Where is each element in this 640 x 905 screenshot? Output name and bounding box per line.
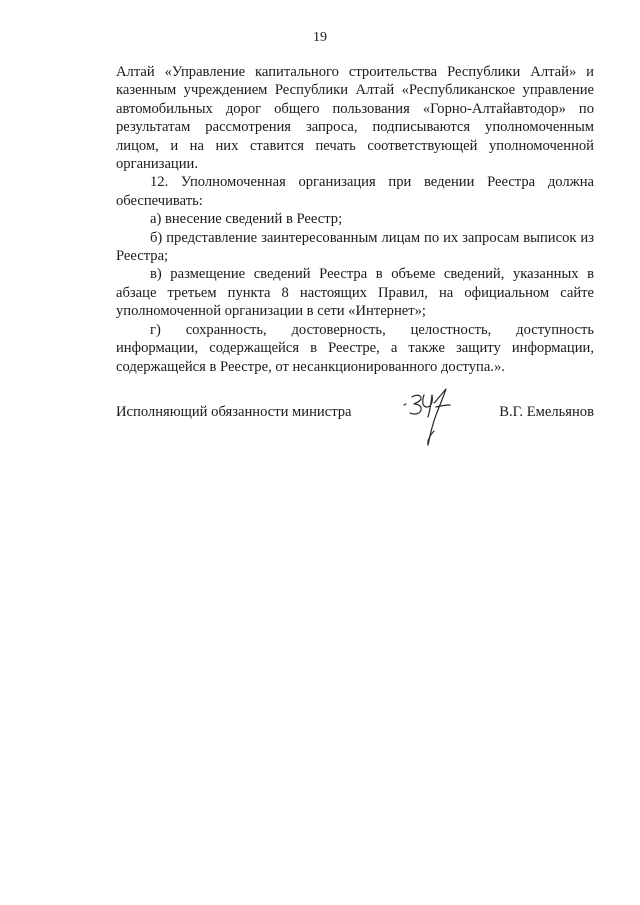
paragraph-subitem-v: в) размещение сведений Реестра в объеме сведений, указанных в абзаце третьем пункта 8 настоящих Правил, на официальном сайте уполномоченной организации в сети «Интернет»; [116, 266, 594, 320]
signature-block [116, 403, 594, 473]
paragraph-continuation: Алтай «Управление капитального строительства Республики Алтай» и казенным учреждением Республики Алтай «Республиканское управление автомобильных дорог общего пользования «Горно-Алтайавтодор» по результатам рассмотрения запроса, подписываются уполномоченным лицом, и на них ставится печать соответствующей уполномоченной организации. [116, 64, 594, 173]
document-body [116, 63, 594, 376]
handwritten-signature-icon [400, 385, 460, 465]
signatory-name: В.Г. Емельянов [499, 404, 594, 420]
paragraph-subitem-b: б) представление заинтересованным лицам по их запросам выписок из Реестра; [116, 229, 594, 265]
paragraph-item-12: 12. Уполномоченная организация при ведении Реестра должна обеспечивать: [116, 174, 594, 209]
page-number: 19 [313, 30, 327, 45]
paragraph-subitem-g: г) сохранность, достоверность, целостность, доступность информации, содержащейся в Реестре, а также защиту информации, содержащейся в Реестре, от несанкционированного доступа.». [116, 321, 594, 375]
signatory-position: Исполняющий обязанности министра [116, 404, 352, 420]
paragraph-subitem-a: а) внесение сведений в Реестр; [150, 211, 343, 228]
